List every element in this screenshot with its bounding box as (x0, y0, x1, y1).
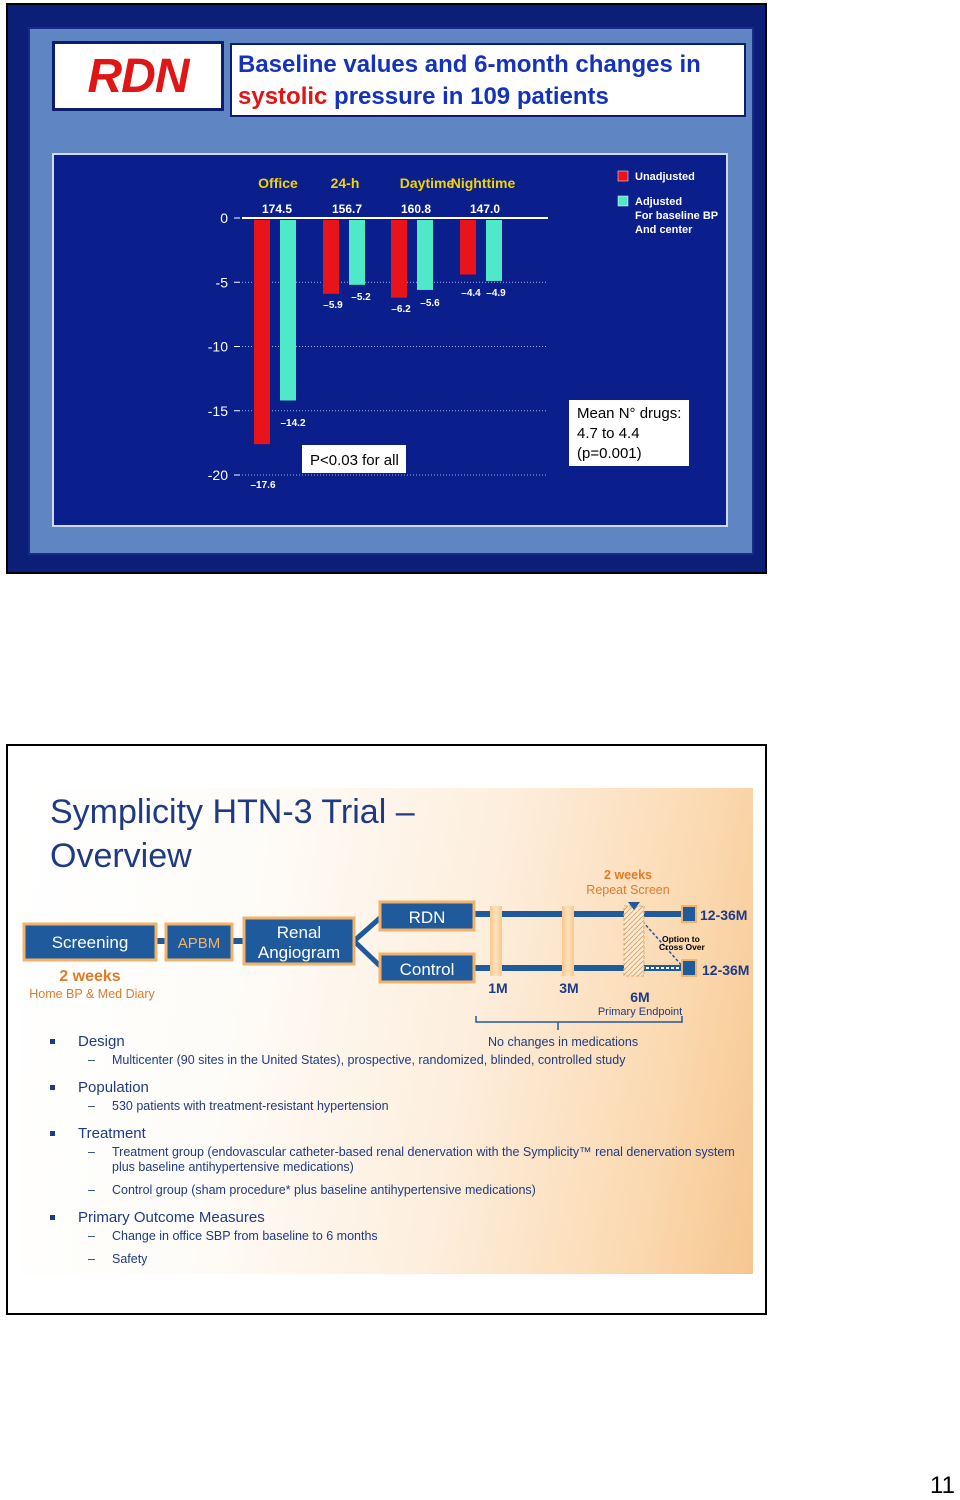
legend-label-adjusted-3: And center (635, 224, 693, 236)
title-red-word: systolic (238, 83, 328, 110)
pillar-3m (562, 906, 574, 976)
title-line-1: Symplicity HTN-3 Trial – (50, 793, 415, 831)
data-label-unadjusted: –5.9 (323, 300, 343, 311)
y-tick-label: -15 (207, 402, 228, 419)
y-tick-label: -5 (215, 274, 228, 291)
option-line-1: Option to (662, 934, 700, 944)
no-changes-label: No changes in medications (488, 1035, 639, 1049)
screening-weeks: 2 weeks (59, 968, 121, 985)
endpoint-square-bottom (682, 960, 696, 976)
sub-bullet-treatment-group: – Treatment group (endovascular catheter-based renal denervation with the Symplicity™ renal denervation system plus baseline antihypertensive medications) (88, 1145, 735, 1174)
slide-title (238, 49, 738, 113)
bullet-population: Population (44, 1076, 744, 1099)
category-label: Nighttime (450, 175, 516, 191)
renal-label: Renal (276, 923, 322, 942)
data-label-adjusted: –5.6 (420, 298, 440, 309)
legend-swatch-unadjusted (618, 171, 628, 181)
sub-bullet-control-group: – Control group (sham procedure* plus baseline antihypertensive medications) (88, 1183, 536, 1197)
data-label-adjusted: –14.2 (280, 418, 306, 429)
title-line-1: Baseline values and 6-month changes in (238, 51, 701, 78)
drugs-line-2: 4.7 to 4.4 (577, 425, 640, 442)
baseline-value: 174.5 (261, 202, 293, 216)
bar-unadjusted (460, 220, 476, 275)
y-tick-label: -10 (207, 338, 228, 355)
rdn-label: RDN (408, 908, 446, 927)
control-label: Control (399, 960, 455, 979)
label-1m: 1M (488, 980, 508, 996)
sub-bullet-design: – Multicenter (90 sites in the United States), prospective, randomized, blinded, controlled study (88, 1053, 626, 1067)
baseline-value: 156.7 (331, 202, 363, 216)
slide-htn3-overview (6, 744, 767, 1315)
bar-adjusted (349, 220, 365, 285)
apbm-label: APBM (177, 935, 221, 952)
legend-label-adjusted: Adjusted (635, 196, 683, 208)
rdn-badge (52, 41, 224, 111)
bar-chart-frame (52, 153, 728, 527)
primary-endpoint-label: Primary Endpoint (597, 1006, 683, 1018)
label-6m: 6M (630, 989, 650, 1005)
slide-inner-panel (28, 27, 754, 555)
drugs-line-1: Mean N° drugs: (577, 405, 682, 422)
baseline-value: 147.0 (469, 202, 501, 216)
legend-swatch-adjusted (618, 196, 628, 206)
drugs-line-3: (p=0.001) (577, 445, 642, 462)
endpoint-square-top (682, 906, 696, 922)
category-label: Daytime (399, 175, 455, 191)
category-label: Office (258, 175, 298, 191)
y-tick-label: 0 (220, 210, 228, 226)
screening-label: Screening (51, 933, 129, 952)
branch-line-control (354, 941, 380, 966)
rdn-badge-text: RDN (87, 49, 189, 103)
p-value-annotation: P<0.03 for all (310, 452, 399, 469)
bar-unadjusted (323, 220, 339, 294)
category-label: 24-h (330, 175, 360, 191)
data-label-unadjusted: –4.4 (461, 288, 481, 299)
pillar-6m (624, 906, 644, 976)
bullet-treatment: Treatment (44, 1122, 744, 1145)
page-number: 11 (930, 1472, 955, 1499)
label-3m: 3M (559, 980, 579, 996)
screening-subtitle: Home BP & Med Diary (29, 987, 155, 1001)
sub-bullet-outcome-safety: – Safety (88, 1252, 148, 1266)
branch-line-rdn (354, 918, 380, 941)
bar-adjusted (486, 220, 502, 281)
legend-label-adjusted-2: For baseline BP (635, 210, 719, 222)
bar-unadjusted (391, 220, 407, 298)
bar-unadjusted (254, 220, 270, 444)
pillar-1m (490, 906, 502, 976)
title-line-2: Overview (50, 837, 192, 875)
bar-chart (54, 155, 726, 525)
data-label-unadjusted: –6.2 (391, 304, 411, 315)
label-12-36m-top: 12-36M (700, 907, 748, 923)
title-line-2: pressure in 109 patients (327, 83, 609, 110)
repeat-weeks: 2 weeks (604, 868, 652, 882)
y-tick-label: -20 (207, 467, 228, 483)
angiogram-label: Angiogram (257, 943, 341, 962)
bar-adjusted (417, 220, 433, 290)
data-label-unadjusted: –17.6 (250, 480, 276, 491)
overview-bullet-list (44, 1030, 744, 1275)
option-line-2: Cross Over (659, 942, 705, 952)
label-12-36m-bottom: 12-36M (702, 962, 750, 978)
bar-adjusted (280, 220, 296, 400)
bullet-design: Design (44, 1030, 744, 1053)
slide-title-box (230, 43, 746, 117)
sub-bullet-population: – 530 patients with treatment-resistant hypertension (88, 1099, 389, 1113)
bullet-outcome: Primary Outcome Measures (44, 1206, 744, 1229)
repeat-screen: Repeat Screen (586, 883, 670, 897)
data-label-adjusted: –4.9 (486, 288, 506, 299)
slide-rdn-results (6, 3, 767, 574)
baseline-value: 160.8 (400, 202, 432, 216)
legend-label-unadjusted: Unadjusted (635, 171, 695, 183)
data-label-adjusted: –5.2 (351, 292, 371, 303)
sub-bullet-outcome-sbp: – Change in office SBP from baseline to 6 months (88, 1229, 378, 1243)
